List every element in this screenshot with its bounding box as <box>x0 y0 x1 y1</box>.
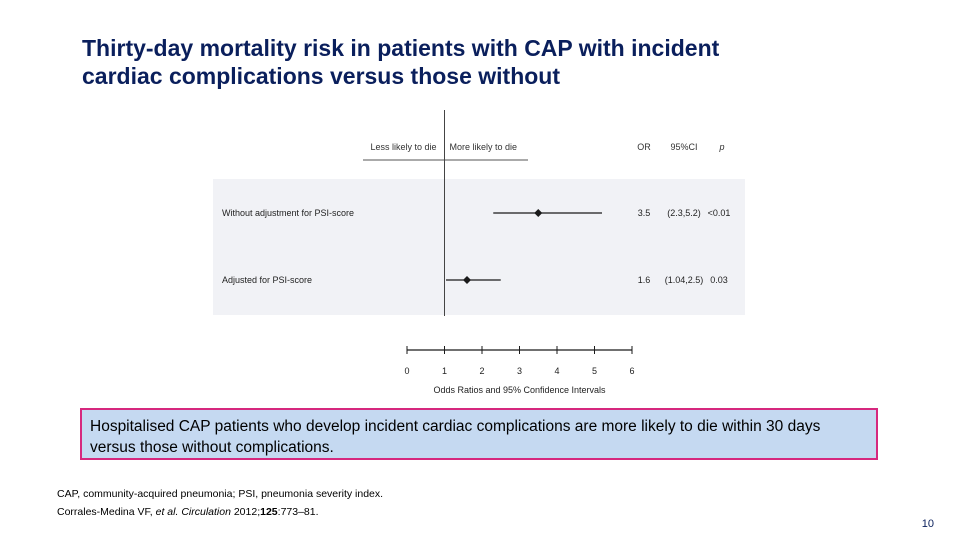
p-value: 0.03 <box>710 275 728 285</box>
x-tick-label: 1 <box>441 366 448 376</box>
title-line-2: cardiac complications versus those without <box>82 63 561 89</box>
ref-year: 2012; <box>233 506 261 518</box>
x-tick-label: 0 <box>404 366 410 376</box>
p-value: <0.01 <box>707 208 731 218</box>
or-value: 3.5 <box>637 208 651 218</box>
page-number: 10 <box>921 518 934 530</box>
x-tick-label: 6 <box>629 366 635 376</box>
footnotes <box>57 485 383 521</box>
header-95ci: 95%CI <box>670 142 698 152</box>
ref-journal: Circulation <box>181 506 231 518</box>
ref-etal: et al. <box>155 506 179 518</box>
x-axis-label: Odds Ratios and 95% Confidence Intervals <box>433 385 606 395</box>
x-tick-label: 4 <box>554 366 560 376</box>
ci-value: (2.3,5.2) <box>667 208 701 218</box>
abbreviation-footnote: CAP, community-acquired pneumonia; PSI, pneumonia severity index. <box>57 488 384 500</box>
row-label: Adjusted for PSI-score <box>222 275 313 285</box>
key-finding-callout: Hospitalised CAP patients who develop incident cardiac complications are more likely to die within 30 days versus those without complications. <box>80 408 878 460</box>
x-tick-label: 3 <box>516 366 523 376</box>
x-tick-label: 5 <box>591 366 598 376</box>
reference-citation <box>57 503 383 521</box>
header-p: p <box>719 142 725 152</box>
title-line-1: Thirty-day mortality risk in patients with CAP with incident <box>82 35 720 61</box>
row-label: Without adjustment for PSI-score <box>222 208 355 218</box>
header-or: OR <box>637 142 651 152</box>
header-less-likely: Less likely to die <box>370 142 437 152</box>
ref-pages: :773–81. <box>277 506 319 518</box>
x-tick-label: 2 <box>479 366 485 376</box>
ci-value: (1.04,2.5) <box>664 275 704 285</box>
ref-authors: Corrales-Medina VF, <box>57 506 156 518</box>
ref-volume: 125 <box>260 506 278 518</box>
or-value: 1.6 <box>637 275 651 285</box>
header-more-likely: More likely to die <box>449 142 518 152</box>
